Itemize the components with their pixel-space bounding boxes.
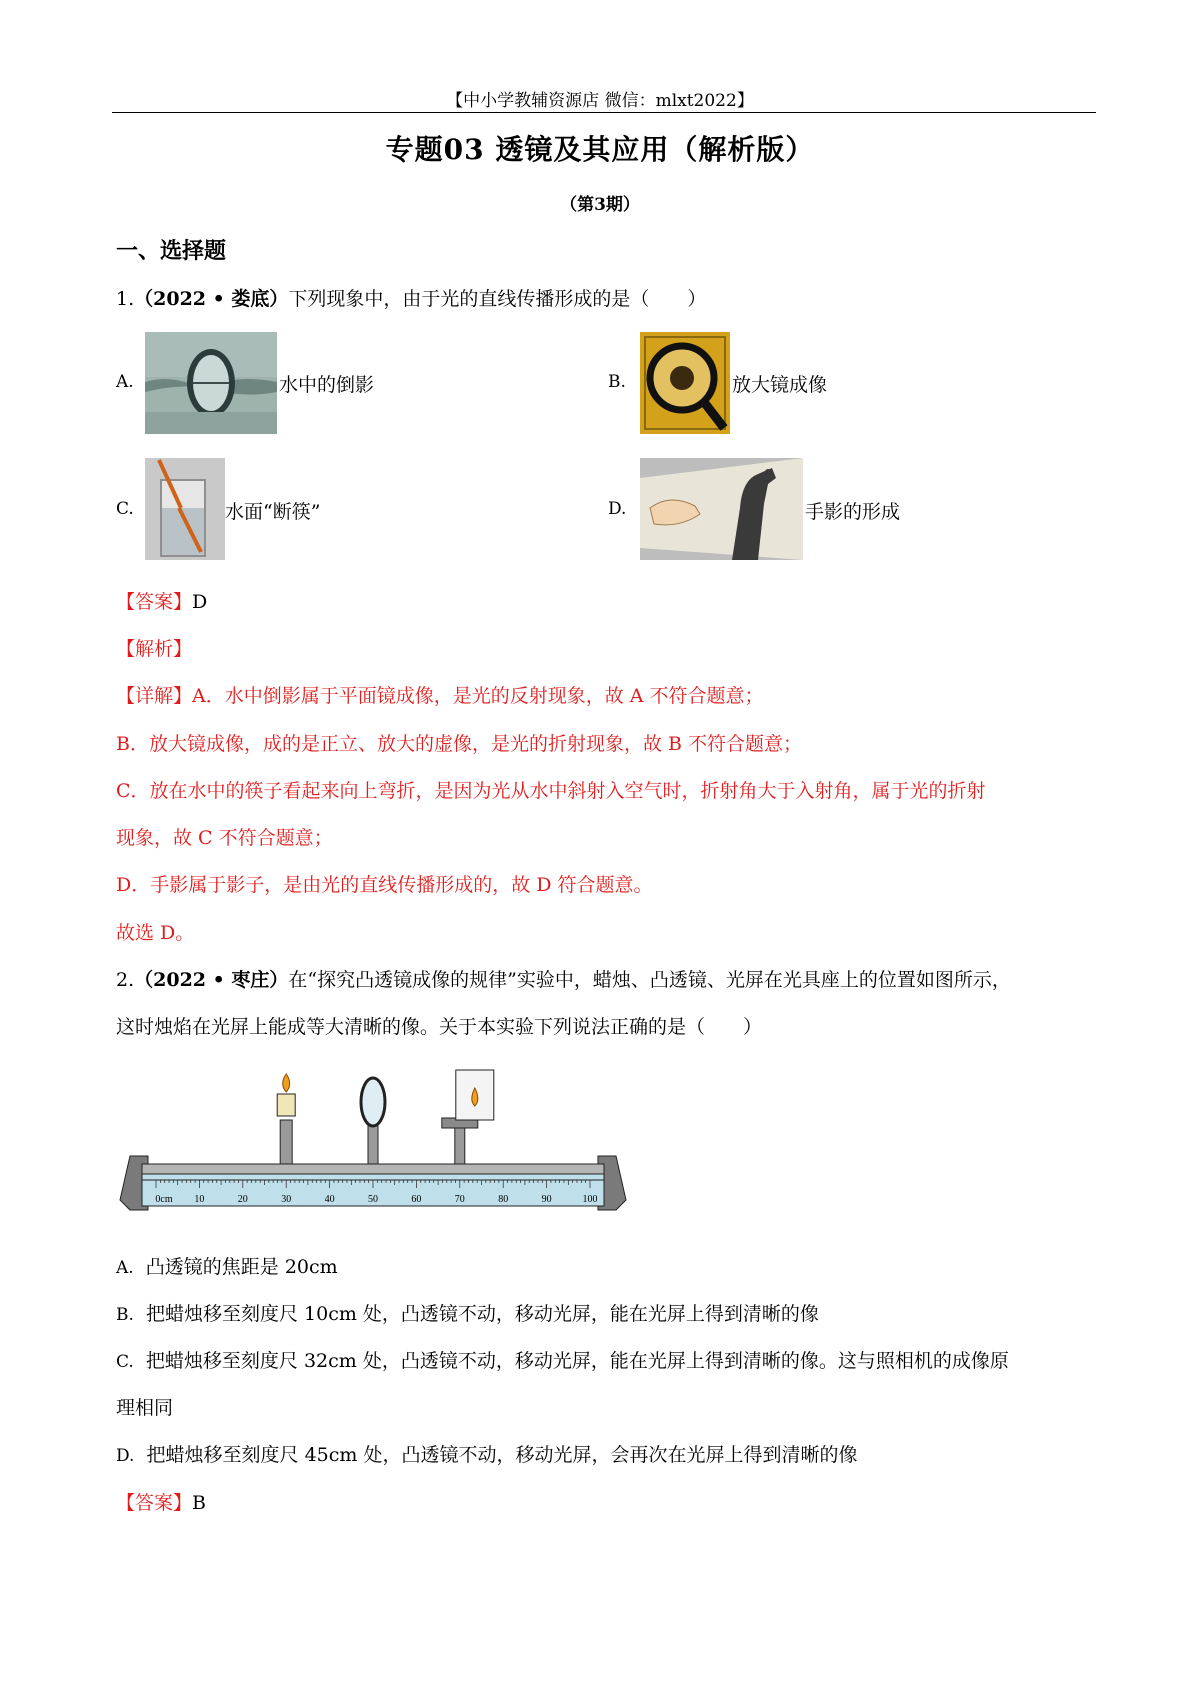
- question-2-stem-line-1: 2.（2022 • 枣庄）在“探究凸透镜成像的规律”实验中，蜡烛、凸透镜、光屏在光具座上的位置如图所示，: [116, 969, 1011, 991]
- ruler-label: 40: [324, 1194, 335, 1205]
- q2-option-b: B. 把蜡烛移至刻度尺 10cm 处，凸透镜不动，移动光屏，能在光屏上得到清晰的像: [116, 1303, 819, 1325]
- q1-conclusion: 故选 D。: [116, 922, 195, 944]
- ruler-label: 50: [368, 1194, 378, 1205]
- question-1-text: 下列现象中，由于光的直线传播形成的是（ ）: [288, 288, 707, 310]
- reflection-in-water-icon: [145, 332, 277, 434]
- question-1-stem: [116, 284, 706, 311]
- ruler-label: 80: [498, 1194, 509, 1205]
- page-subtitle: （第3期）: [560, 195, 640, 215]
- magnifying-glass-icon: [640, 332, 730, 434]
- q1-option-c-text: 水面“断筷”: [225, 501, 321, 523]
- question-1-source: （2022 • 娄底）: [134, 288, 289, 310]
- optical-bench-diagram: [118, 1060, 628, 1230]
- q2-option-d-letter: D.: [116, 1446, 135, 1466]
- ruler-label: 90: [541, 1194, 552, 1205]
- q1-option-d-text: 手影的形成: [805, 501, 901, 523]
- q2-option-d: D. 把蜡烛移至刻度尺 45cm 处，凸透镜不动，移动光屏，会再次在光屏上得到清晰的像: [116, 1444, 858, 1466]
- header-divider: [112, 112, 1096, 113]
- ruler-label: 70: [454, 1194, 465, 1205]
- q1-detail-line-4: 现象，故 C 不符合题意；: [116, 827, 333, 849]
- q1-detail-line-2: B．放大镜成像，成的是正立、放大的虚像，是光的折射现象，故 B 不符合题意；: [116, 733, 803, 755]
- ruler-label: 20: [237, 1194, 248, 1205]
- q2-option-a-letter: A.: [116, 1258, 134, 1278]
- convex-lens-on-holder: [361, 1078, 385, 1164]
- q1-detail-tag: 【详解】: [116, 685, 193, 707]
- q2-answer-tag: 【答案】: [116, 1492, 193, 1514]
- ruler-label: 100: [582, 1194, 598, 1205]
- q2-answer: [116, 1488, 206, 1515]
- q1-option-b-text: 放大镜成像: [732, 374, 828, 396]
- question-2-stem-line-2: 这时烛焰在光屏上能成等大清晰的像。关于本实验下列说法正确的是（ ）: [116, 1016, 763, 1038]
- q1-option-c-letter: C.: [116, 499, 134, 519]
- page-title: 专题03 透镜及其应用（解析版）: [385, 133, 815, 166]
- ruler-label: 10: [194, 1194, 205, 1205]
- q1-option-a-letter: A.: [116, 372, 134, 392]
- page-header: 【中小学教辅资源店 微信：mlxt2022】: [446, 91, 754, 111]
- q1-detail-line-1: 【详解】A．水中倒影属于平面镜成像，是光的反射现象，故 A 不符合题意；: [116, 685, 764, 707]
- q1-detail-line-3: C．放在水中的筷子看起来向上弯折，是因为光从水中斜射入空气时，折射角大于入射角，属于光的折射: [116, 780, 986, 802]
- q1-option-b-letter: B.: [608, 372, 626, 392]
- q2-option-a: A. 凸透镜的焦距是 20cm: [116, 1256, 338, 1278]
- q2-option-b-letter: B.: [116, 1305, 134, 1325]
- q1-detail-line-5: D．手影属于影子，是由光的直线传播形成的，故 D 符合题意。: [116, 874, 653, 896]
- candle-on-holder: [277, 1074, 295, 1164]
- question-2-number: 2.: [116, 969, 135, 991]
- q1-answer: [116, 587, 207, 614]
- q1-option-d-letter: D.: [608, 499, 627, 519]
- q2-option-c-letter: C.: [116, 1352, 134, 1372]
- section-heading: 一、选择题: [116, 238, 227, 264]
- q2-answer-value: B: [192, 1492, 206, 1514]
- light-screen-on-holder: [442, 1070, 494, 1164]
- q1-answer-value: D: [192, 591, 208, 613]
- question-1-number: 1.: [116, 288, 135, 310]
- q2-option-c: C. 把蜡烛移至刻度尺 32cm 处，凸透镜不动，移动光屏，能在光屏上得到清晰的像。这与照相机的成像原: [116, 1350, 1009, 1372]
- q1-analysis-tag: 【解析】: [116, 638, 193, 660]
- ruler-label: 60: [411, 1194, 422, 1205]
- q1-answer-tag: 【答案】: [116, 591, 193, 613]
- q2-option-c-continuation: 理相同: [116, 1397, 174, 1419]
- q1-option-a-text: 水中的倒影: [279, 374, 375, 396]
- ruler-label: 30: [281, 1194, 292, 1205]
- broken-chopstick-in-water-icon: [145, 458, 225, 560]
- ruler-label: 0cm: [155, 1194, 173, 1205]
- question-2-source: （2022 • 枣庄）: [134, 969, 289, 991]
- hand-shadow-giraffe-icon: [640, 458, 803, 560]
